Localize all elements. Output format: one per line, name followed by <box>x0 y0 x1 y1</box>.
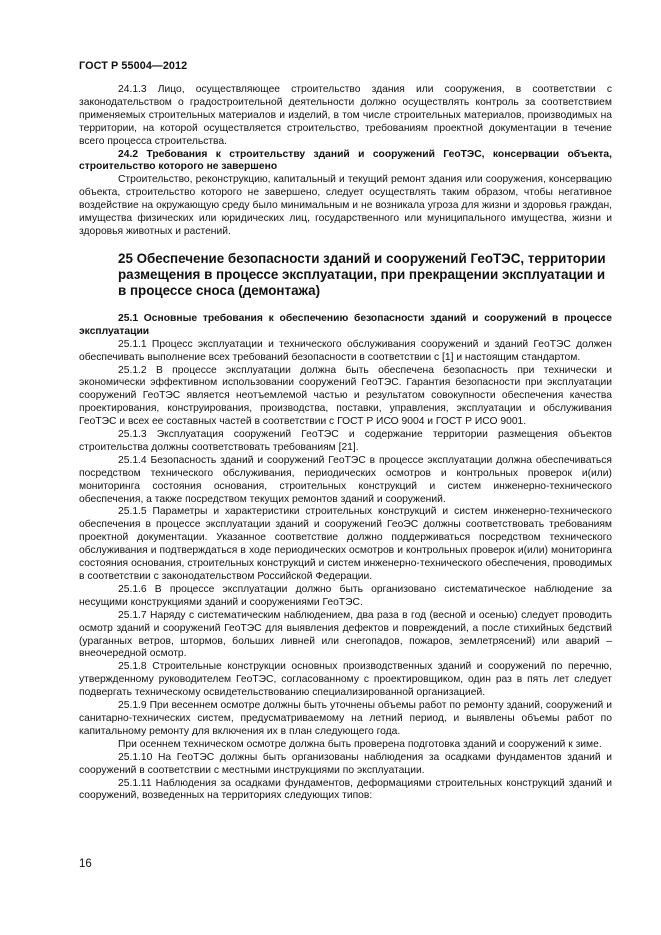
paragraph-24-1-3: 24.1.3 Лицо, осуществляющее строительство здания или сооружения, в соответствии с законодательством о градостроительной деятельности должно осуществлять контроль за соответствием применяемых строительных материалов и изделий, в том числе строительных материалов, производимых на территории, на которой осуществляется строительство, требованиям проектной документации в течение всего процесса строительства. <box>79 84 612 147</box>
page-number: 16 <box>79 858 92 870</box>
paragraph-25-1-5: 25.1.5 Параметры и характеристики строительных конструкций и систем инженерно-технического обеспечения в процессе эксплуатации зданий и сооружений ГеоЭС должны соответствовать требованиям проектной документации. Указанное соответствие должно поддерживаться посредством технического обслуживания и подтверждаться в ходе периодических осмотров и контрольных проверок и(или) мониторинга состояния основания, строительных конструкций и систем инженерно-технического обеспечения, проводимых в соответствии с законодательством Российской Федерации. <box>79 506 612 582</box>
paragraph-25-1-4: 25.1.4 Безопасность зданий и сооружений ГеоТЭС в процессе эксплуатации должна обеспечиваться посредством технического обслуживания, периодических осмотров и контрольных проверок и(или) мониторинга состояния основания, строительных конструкций и систем инженерно-технического обеспечения, а также посредством текущих ремонтов зданий и сооружений. <box>79 454 612 505</box>
paragraph-25-1-9: 25.1.9 При весеннем осмотре должны быть уточнены объемы работ по ремонту зданий, сооружений и санитарно-технических систем, предусматриваемому на летний период, и выявлены объемы работ по капитальному ремонту для включения их в план следующего года. <box>79 700 612 737</box>
paragraph-autumn-inspection: При осеннем техническом осмотре должна быть проверена подготовка зданий и сооружений к зиме. <box>118 738 602 750</box>
document-header: ГОСТ Р 55004—2012 <box>79 60 188 72</box>
paragraph-25-1-7: 25.1.7 Наряду с систематическим наблюдением, два раза в год (весной и осенью) следует проводить осмотр зданий и сооружений ГеоТЭС для выявления дефектов и повреждений, а после стихийных бедствий (ураганных ветров, штормов, больших ливней или снегопадов, пожаров, землетрясений) или аварий – внеочередной осмотр. <box>79 609 612 660</box>
paragraph-25-1-10: 25.1.10 На ГеоТЭС должны быть организованы наблюдения за осадками фундаментов зданий и сооружений в соответствии с местными инструкциями по эксплуатации. <box>79 751 612 776</box>
section-heading-24-2: 24.2 Требования к строительству зданий и сооружений ГеоТЭС, консервации объекта, строительство которого не завершено <box>79 148 612 173</box>
paragraph-24-2-body: Строительство, реконструкцию, капитальный и текущий ремонт здания или сооружения, консервацию объекта, строительство которого не завершено, следует осуществлять таким образом, чтобы негативное воздействие на окружающую среду было минимальным и не возникала угроза для жизни и здоровья граждан, имущества физических или юридических лиц, государственного или муниципального имущества, жизни и здоровья животных и растений. <box>79 174 612 237</box>
paragraph-25-1-3: 25.1.3 Эксплуатация сооружений ГеоТЭС и содержание территории размещения объектов строительства должны соответствовать требованиям [21]. <box>79 429 612 453</box>
section-heading-25-1: 25.1 Основные требования к обеспечению безопасности зданий и сооружений в процессе эксплуатации <box>79 312 612 337</box>
paragraph-25-1-6: 25.1.6 В процессе эксплуатации должно быть организовано систематическое наблюдение за несущими конструкциями зданий и сооружениями ГеоТЭС. <box>79 583 612 608</box>
paragraph-25-1-11: 25.1.11 Наблюдения за осадками фундаментов, деформациями строительных конструкций зданий и сооружений, возведенных на территориях следующих типов: <box>79 777 612 802</box>
paragraph-25-1-2: 25.1.2 В процессе эксплуатации должна быть обеспечена безопасность при технически и экономически эффективном использовании сооружений ГеоТЭС. Гарантия безопасности при эксплуатации сооружений ГеоТЭС является неотъемлемой частью и результатом совокупности обеспечения качества проектирования, конструирования, производства, поставки, управления, эксплуатации и обслуживания ГеоТЭС и всех ее составных частей в соответствии с ГОСТ Р ИСО 9004 и ГОСТ Р ИСО 9001. <box>79 364 612 428</box>
section-title-25: 25 Обеспечение безопасности зданий и сооружений ГеоТЭС, территории размещения в процессе эксплуатации, при прекращении эксплуатации и в процессе сноса (демонтажа) <box>118 250 606 298</box>
document-body <box>79 84 612 803</box>
paragraph-25-1-8: 25.1.8 Строительные конструкции основных производственных зданий и сооружений по перечню, утвержденному руководителем ГеоТЭС, согласованному с проектировщиком, один раз в пять лет следует подвергать техническому освидетельствованию специализированной организацией. <box>79 661 612 699</box>
paragraph-25-1-1: 25.1.1 Процесс эксплуатации и технического обслуживания сооружений и зданий ГеоТЭС должен обеспечивать выполнение всех требований безопасности в соответствии с [1] и настоящим стандартом. <box>79 338 612 363</box>
